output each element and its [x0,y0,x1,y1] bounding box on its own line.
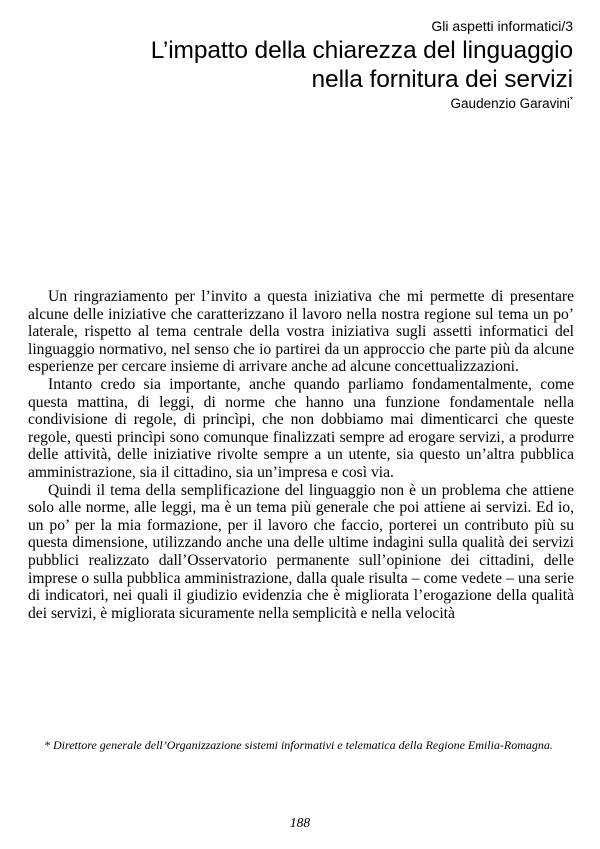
article-header [33,18,573,112]
body-paragraph-1: Un ringraziamento per l’invito a questa iniziativa che mi permette di presentare alcune delle iniziative che caratterizzano il lavoro nella nostra regione sul tema un po’ laterale, rispetto al tema centrale della vostra iniziativa sugli assetti informatici del linguaggio normativo, nel senso che io partirei da un approccio che parte più da alcune esperienze per cercare insieme di arrivare anche ad alcune concettualizzazioni. [28,288,574,376]
body-paragraph-3: Quindi il tema della semplificazione del linguaggio non è un problema che attiene solo alle norme, alle leggi, ma è un tema più generale che poi attiene ai servizi. Ed io, un po’ per la mia formazione, per il lavoro che faccio, porterei un contributo più su questa dimensione, utilizzando anche una delle ultime indagini sulla qualità dei servizi pubblici realizzato dall’Osservatorio permanente sull’opinione dei cittadini, delle imprese o sulla pubblica amministrazione, dalla quale risulta – come vedete – una serie di indicatori, nei quali il giudizio evidenzia che è migliorata l’erogazione della qualità dei servizi, è migliorata sicuramente nella semplicità e nella velocità [28,481,574,622]
author-line [33,96,573,112]
page-number: 188 [289,815,311,830]
section-label: Gli aspetti informatici/3 [431,18,573,34]
article-body [28,288,574,622]
article-title-line-2: nella fornitura dei servizi [311,66,573,93]
article-title-line-1: L’impatto della chiarezza del linguaggio [150,37,573,64]
author-footnote-marker: * [569,95,573,105]
article-title [33,36,573,94]
body-paragraph-2: Intanto credo sia importante, anche quando parliamo fondamentalmente, come questa mattina, di leggi, di norme che hanno una funzione fondamentale nella condivisione di regole, di princìpi, che non dobbiamo mai dimenticarci che queste regole, questi princìpi sono comunque finalizzati sempre ad erogare servizi, a produrre delle attività, delle iniziative rivolte sempre a un utente, sia questo un’altra pubblica amministrazione, sia il cittadino, sia un’impresa e così via. [28,375,574,481]
footnote [28,738,574,753]
footnote-text: * Direttore generale dell’Organizzazione sistemi informativi e telematica della Regione Emilia-Romagna. [44,738,553,752]
author-name: Gaudenzio Garavini [450,96,570,111]
